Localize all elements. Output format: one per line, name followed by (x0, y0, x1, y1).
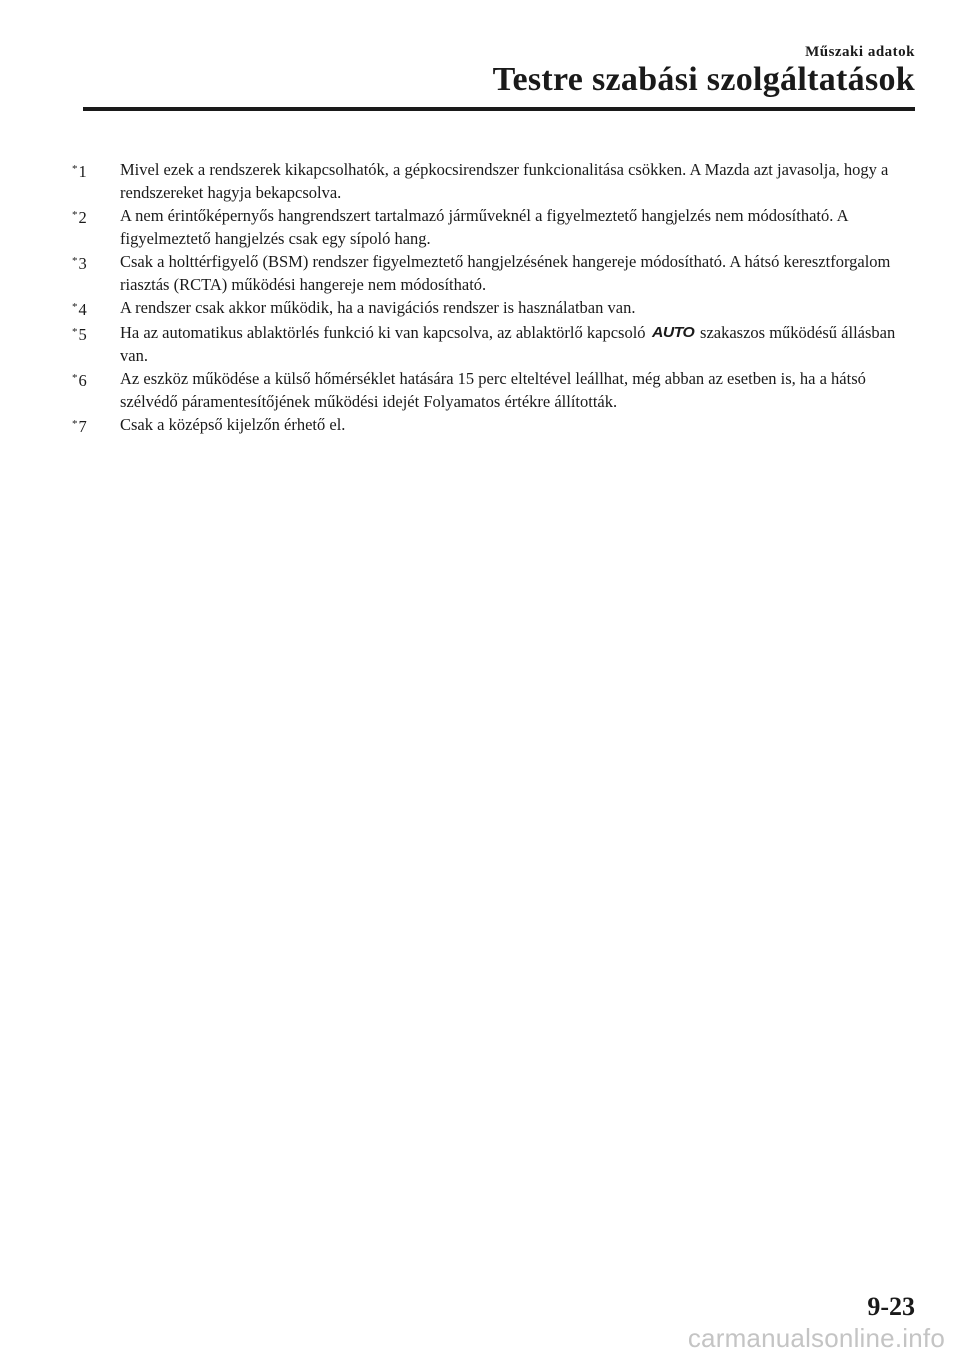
footnote-marker: *4 (72, 300, 87, 319)
footnote-text: Csak a középső kijelzőn érhető el. (120, 415, 346, 434)
footnote-marker: *6 (72, 371, 87, 390)
footnote-text: A rendszer csak akkor működik, ha a navigációs rendszer is használatban van. (120, 298, 636, 317)
footnote-2 (72, 204, 922, 250)
footnote-text: Ha az automatikus ablaktörlés funkció ki van kapcsolva, az ablaktörlő kapcsoló AUTO szakaszos működésű állásban van. (120, 323, 896, 365)
footnote-marker: *7 (72, 417, 87, 436)
page-number: 9-23 (867, 1292, 915, 1321)
section-label: Műszaki adatok (805, 44, 915, 60)
footnote-3 (72, 250, 922, 296)
footnote-text: A nem érintőképernyős hangrendszert tartalmazó járműveknél a figyelmeztető hangjelzés nem módosítható. A figyelmeztető hangjelzés csak egy sípoló hang. (120, 206, 848, 248)
footnote-marker: *2 (72, 208, 87, 227)
page-title: Testre szabási szolgáltatások (492, 61, 915, 98)
footnote-text: Csak a holttérfigyelő (BSM) rendszer figyelmeztető hangjelzésének hangereje módosítható. A hátsó keresztforgalom riasztás (RCTA) működési hangereje nem módosítható. (120, 252, 891, 294)
footnote-marker: *5 (72, 325, 87, 344)
footnote-7 (72, 413, 922, 438)
footnote-text: Mivel ezek a rendszerek kikapcsolhatók, a gépkocsirendszer funkcionalitása csökken. A Mazda azt javasolja, hogy a rendszereket hagyja bekapcsolva. (120, 160, 889, 202)
watermark: carmanualsonline.info (687, 1323, 945, 1353)
footnote-5 (72, 321, 922, 367)
footnote-marker: *3 (72, 254, 87, 273)
footnote-list (72, 158, 922, 438)
auto-switch-icon: AUTO (651, 324, 694, 341)
footnote-6 (72, 367, 922, 413)
footnote-marker: *1 (72, 162, 87, 181)
footnote-text: Az eszköz működése a külső hőmérséklet hatására 15 perc elteltével leállhat, még abban az esetben is, ha a hátsó szélvédő páramentesítőjének működési idejét Folyamatos értékre állították. (120, 369, 866, 411)
title-divider (83, 107, 915, 111)
footnote-1 (72, 158, 922, 204)
footnote-4 (72, 296, 922, 321)
